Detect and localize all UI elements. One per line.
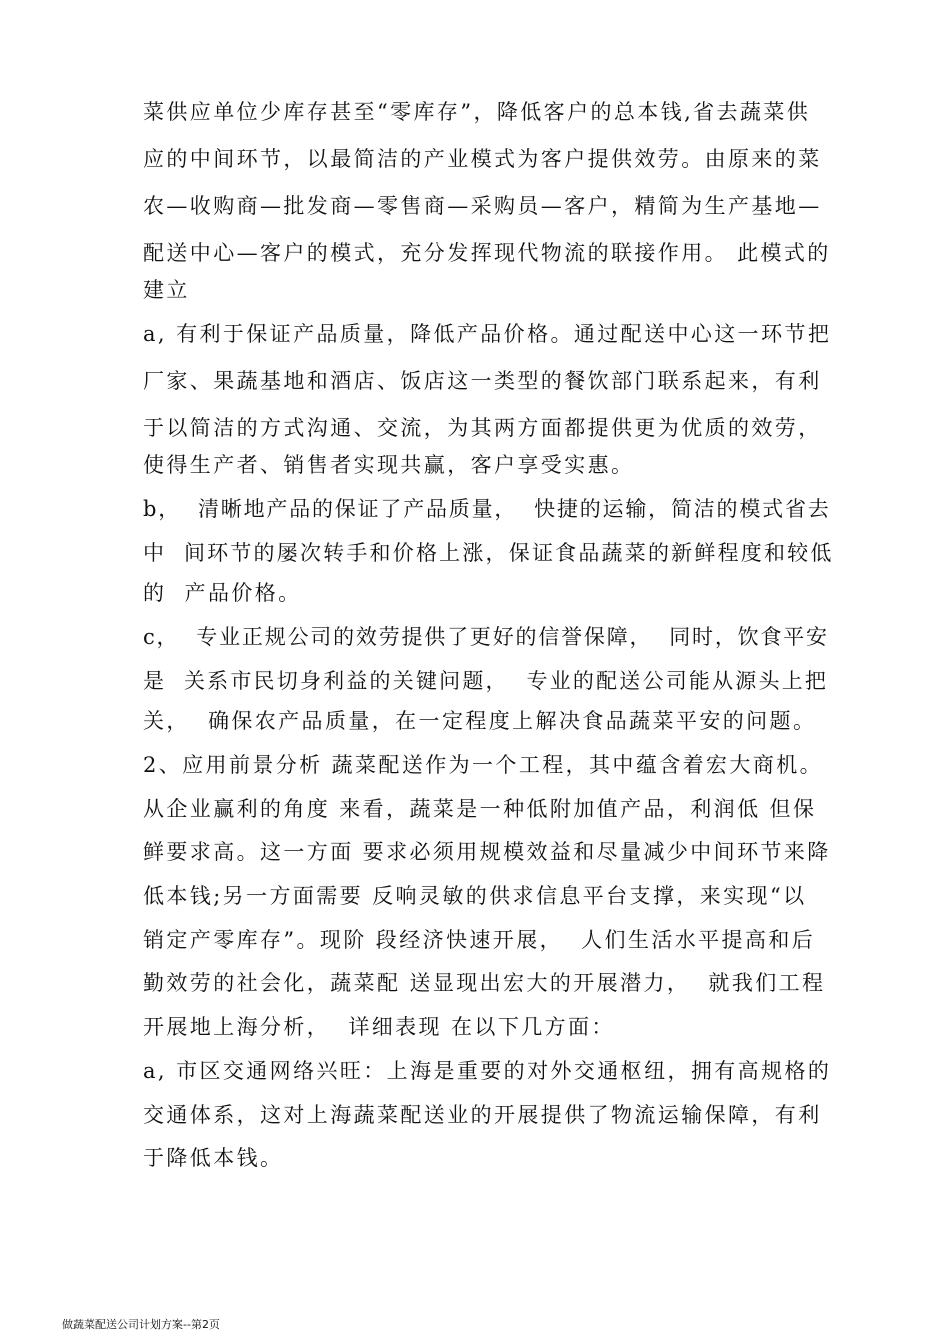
body-text-line: 于降低本钱。: [143, 1146, 284, 1170]
body-text-line: 配送中心—客户的模式，充分发挥现代物流的联接作用。 此模式的: [143, 241, 831, 265]
body-text-line: 于以简洁的方式沟通、交流，为其两方面都提供更为优质的效劳，: [143, 416, 822, 440]
body-text-line: 鲜要求高。这一方面 要求必须用规模效益和尽量减少中间环节来降: [143, 840, 831, 864]
body-text-line: a, 市区交通网络兴旺：上海是重要的对外交通枢纽，拥有高规格的: [143, 1059, 832, 1083]
body-text-line: 销定产零库存”。现阶 段经济快速开展， 人们生活水平提高和后: [143, 928, 816, 952]
body-text-line: 使得生产者、销售者实现共赢，客户享受实惠。: [143, 453, 635, 477]
body-text-line: 开展地上海分析， 详细表现 在以下几方面：: [143, 1015, 615, 1039]
body-text-line: 勤效劳的社会化，蔬菜配 送显现出宏大的开展潜力， 就我们工程: [143, 971, 826, 995]
body-text-line: 中 间环节的屡次转手和价格上涨，保证食品蔬菜的新鲜程度和较低: [143, 541, 834, 565]
body-text-line: 建立: [143, 278, 190, 302]
body-text-line: 应的中间环节，以最简洁的产业模式为客户提供效劳。由原来的菜: [143, 147, 822, 171]
body-text-line: 从企业赢利的角度 来看，蔬菜是一种低附加值产品，利润低 但保: [143, 797, 817, 821]
body-text-line: b， 清晰地产品的保证了产品质量， 快捷的运输，简洁的模式省去: [143, 497, 831, 521]
body-text-line: 厂家、果蔬基地和酒店、饭店这一类型的餐饮部门联系起来，有利: [143, 369, 822, 393]
body-text-line: 菜供应单位少库存甚至“零库存”，降低客户的总本钱,省去蔬菜供: [143, 100, 811, 124]
body-text-line: 农—收购商—批发商—零售商—采购员—客户，精简为生产基地—: [143, 194, 822, 218]
body-text-line: 2、应用前景分析 蔬菜配送作为一个工程，其中蕴含着宏大商机。: [143, 753, 824, 777]
body-text-line: 关， 确保农产品质量，在一定程度上解决食品蔬菜平安的问题。: [143, 709, 817, 733]
body-text-line: 是 关系市民切身利益的关键问题， 专业的配送公司能从源头上把: [143, 669, 829, 693]
body-text-line: 的 产品价格。: [143, 581, 302, 605]
body-text-line: 交通体系，这对上海蔬菜配送业的开展提供了物流运输保障，有利: [143, 1103, 822, 1127]
body-text-line: a, 有利于保证产品质量，降低产品价格。通过配送中心这一环节把: [143, 322, 832, 346]
page-footer: 做蔬菜配送公司计划方案--第2页: [62, 1318, 220, 1331]
body-text-line: 低本钱;另一方面需要 反响灵敏的供求信息平台支撑，来实现“以: [143, 884, 807, 908]
body-text-line: c， 专业正规公司的效劳提供了更好的信誉保障， 同时，饮食平安: [143, 625, 829, 649]
